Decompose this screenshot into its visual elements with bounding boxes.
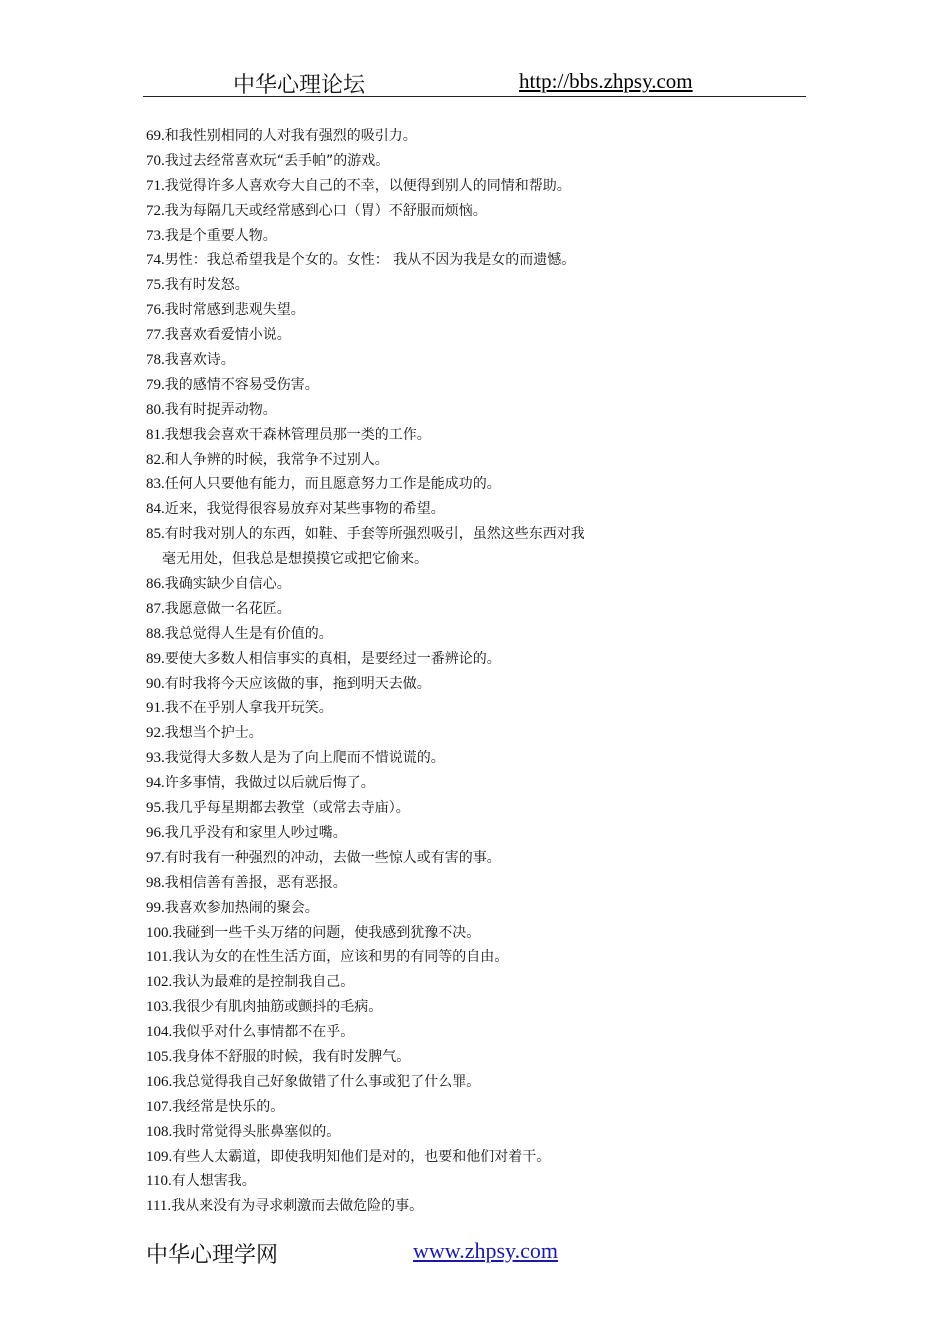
question-item [146, 448, 806, 473]
question-item [146, 497, 806, 522]
question-text: 我喜欢参加热闹的聚会。 [164, 899, 319, 916]
question-item [146, 522, 806, 547]
question-number: 103. [146, 999, 173, 1016]
question-number: 76. [146, 302, 165, 319]
question-number: 97. [146, 849, 165, 866]
question-text: 我有时发怒。 [164, 277, 249, 294]
question-number: 71. [146, 177, 165, 194]
question-text-continuation: 毫无用处，但我总是想摸摸它或把它偷来。 [162, 551, 428, 568]
page-footer [146, 1234, 806, 1268]
question-item [146, 572, 806, 597]
question-item [146, 124, 806, 149]
question-item [146, 248, 806, 273]
question-list [146, 124, 806, 1219]
question-text: 和我性别相同的人对我有强烈的吸引力。 [164, 128, 417, 144]
question-number: 96. [146, 824, 165, 841]
question-item [146, 1169, 806, 1194]
question-item [146, 323, 806, 348]
question-number: 73. [146, 227, 165, 244]
question-item [146, 921, 806, 946]
question-number: 108. [146, 1123, 173, 1140]
question-number: 81. [146, 426, 165, 443]
question-number: 93. [146, 750, 165, 767]
question-text: 我过去经常喜欢玩“丢手帕”的游戏。 [164, 152, 390, 169]
question-text: 我认为女的在性生活方面，应该和男的有同等的自由。 [172, 949, 509, 966]
question-text: 我为每隔几天或经常感到心口（胃）不舒服而烦恼。 [164, 202, 487, 219]
question-item [146, 970, 806, 995]
question-item [146, 771, 806, 796]
question-item [146, 298, 806, 323]
question-text: 有些人太霸道，即使我明知他们是对的，也要和他们对着干。 [172, 1148, 551, 1165]
question-number: 109. [146, 1148, 173, 1165]
question-item [146, 647, 806, 672]
question-item [146, 1120, 806, 1145]
question-number: 79. [146, 376, 165, 393]
question-text: 我时常觉得头胀鼻塞似的。 [172, 1123, 341, 1140]
question-item [146, 721, 806, 746]
question-number: 75. [146, 277, 165, 294]
question-item [146, 896, 806, 921]
question-number: 99. [146, 899, 165, 916]
question-item [146, 149, 806, 174]
question-number: 89. [146, 650, 165, 667]
question-text: 有时我对别人的东西，如鞋、手套等所强烈吸引，虽然这些东西对我 [164, 526, 585, 543]
question-text: 我相信善有善报，恶有恶报。 [164, 874, 347, 891]
question-item [146, 199, 806, 224]
question-text: 我经常是快乐的。 [172, 1098, 285, 1115]
question-number: 80. [146, 401, 165, 418]
question-text: 我不在乎别人拿我开玩笑。 [164, 700, 333, 717]
question-text: 要使大多数人相信事实的真相，是要经过一番辨论的。 [164, 650, 501, 667]
question-text: 有人想害我。 [171, 1173, 256, 1190]
question-text: 我的感情不容易受伤害。 [164, 376, 319, 393]
question-text: 我似乎对什么事情都不在乎。 [172, 1024, 355, 1041]
question-item [146, 871, 806, 896]
question-item [146, 373, 806, 398]
question-number: 107. [146, 1098, 173, 1115]
question-number: 111. [146, 1198, 172, 1215]
question-text: 许多事情，我做过以后就后悔了。 [164, 775, 375, 792]
question-number: 110. [146, 1173, 172, 1190]
question-text: 任何人只要他有能力，而且愿意努力工作是能成功的。 [164, 476, 501, 493]
footer-url-link[interactable]: www.zhpsy.com [413, 1238, 559, 1263]
question-number: 84. [146, 501, 165, 518]
question-item [146, 1194, 806, 1219]
question-number: 105. [146, 1048, 173, 1065]
question-item [146, 945, 806, 970]
question-number: 90. [146, 675, 165, 692]
question-item [146, 995, 806, 1020]
question-text: 我喜欢诗。 [164, 352, 235, 369]
question-item [146, 672, 806, 697]
question-text: 我觉得大多数人是为了向上爬而不惜说谎的。 [164, 750, 445, 767]
question-item [146, 1070, 806, 1095]
question-text: 我想我会喜欢干森林管理员那一类的工作。 [164, 426, 431, 443]
question-number: 104. [146, 1024, 173, 1041]
question-item [146, 821, 806, 846]
question-text: 男性：我总希望我是个女的。女性： 我从不因为我是女的而遗憾。 [164, 252, 576, 269]
question-item [146, 1045, 806, 1070]
page-header [143, 64, 806, 97]
header-title: 中华心理论坛 [233, 73, 366, 98]
question-item [146, 846, 806, 871]
question-text: 我觉得许多人喜欢夸大自己的不幸，以便得到别人的同情和帮助。 [164, 177, 571, 194]
question-number: 78. [146, 352, 165, 369]
question-number: 77. [146, 327, 165, 344]
question-item [146, 622, 806, 647]
question-number: 82. [146, 451, 165, 468]
question-text: 我喜欢看爱情小说。 [164, 327, 291, 344]
question-text: 我有时捉弄动物。 [164, 401, 277, 418]
question-item [146, 696, 806, 721]
question-item [146, 348, 806, 373]
question-text: 我身体不舒服的时候，我有时发脾气。 [172, 1048, 411, 1065]
question-text: 我总觉得我自己好象做错了什么事或犯了什么罪。 [172, 1073, 481, 1090]
question-number: 98. [146, 874, 165, 891]
question-item [146, 796, 806, 821]
question-number: 91. [146, 700, 165, 717]
question-number: 95. [146, 800, 165, 817]
question-item [146, 398, 806, 423]
question-text: 有时我将今天应该做的事，拖到明天去做。 [164, 675, 431, 692]
question-text: 我碰到一些千头万绪的问题，使我感到犹豫不决。 [172, 924, 481, 941]
question-item [146, 273, 806, 298]
question-item [146, 1145, 806, 1170]
question-item [146, 597, 806, 622]
question-text: 我几乎没有和家里人吵过嘴。 [164, 824, 347, 841]
question-number: 92. [146, 725, 165, 742]
question-item [146, 1095, 806, 1120]
question-number: 100. [146, 924, 173, 941]
question-text: 和人争辨的时候，我常争不过别人。 [164, 451, 389, 468]
question-number: 69. [146, 128, 165, 144]
question-text: 近来，我觉得很容易放弃对某些事物的希望。 [164, 501, 445, 518]
question-text: 我是个重要人物。 [164, 227, 277, 244]
question-number: 83. [146, 476, 165, 493]
question-text: 我从来没有为寻求刺激而去做危险的事。 [171, 1198, 424, 1215]
question-item [146, 423, 806, 448]
question-text: 我确实缺少自信心。 [164, 576, 291, 593]
question-number: 74. [146, 252, 165, 269]
question-text: 有时我有一种强烈的冲动，去做一些惊人或有害的事。 [164, 849, 501, 866]
question-item [146, 174, 806, 199]
question-text: 我想当个护士。 [164, 725, 263, 742]
question-item [146, 224, 806, 249]
question-text: 我几乎每星期都去教堂（或常去寺庙）。 [164, 800, 410, 817]
question-number: 85. [146, 526, 165, 543]
question-text: 我很少有肌肉抽筋或颤抖的毛病。 [172, 999, 383, 1016]
footer-title: 中华心理学网 [146, 1243, 279, 1268]
question-number: 106. [146, 1073, 173, 1090]
question-item [146, 1020, 806, 1045]
question-number: 94. [146, 775, 165, 792]
question-text: 我愿意做一名花匠。 [164, 600, 291, 617]
question-number: 87. [146, 600, 165, 617]
question-number: 88. [146, 625, 165, 642]
question-number: 72. [146, 202, 165, 219]
question-text: 我总觉得人生是有价值的。 [164, 625, 333, 642]
question-number: 101. [146, 949, 173, 966]
question-number: 70. [146, 152, 165, 169]
question-item [146, 746, 806, 771]
question-number: 86. [146, 576, 165, 593]
question-item [146, 472, 806, 497]
question-text: 我时常感到悲观失望。 [164, 302, 305, 319]
header-url-link[interactable]: http://bbs.zhpsy.com [519, 69, 693, 93]
question-number: 102. [146, 974, 173, 991]
question-text: 我认为最难的是控制我自己。 [172, 974, 355, 991]
